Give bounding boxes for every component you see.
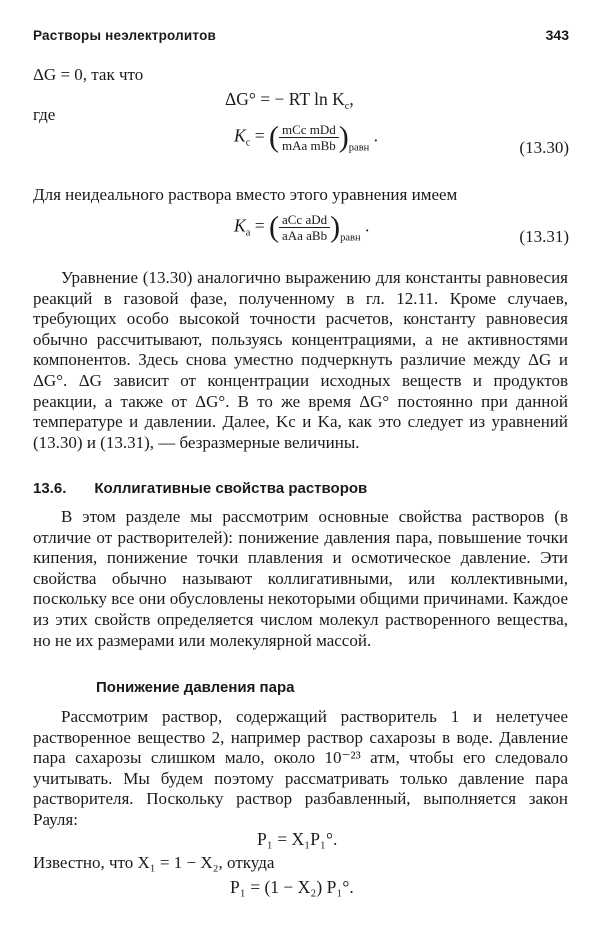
paragraph-vapor-pressure <box>33 707 568 831</box>
section-heading <box>33 480 367 497</box>
eq2-close-paren: ) <box>338 120 349 154</box>
equation-vapor-pressure: P₁ = (1 − X₂) P₁°. <box>230 877 354 897</box>
eq3-open-paren: ( <box>268 210 279 244</box>
eq1-subscript: c <box>344 101 350 112</box>
text-line-nonideal: Для неидеального раствора вместо этого уравнения имеем <box>33 185 458 204</box>
eq3-fraction <box>279 212 330 243</box>
eq2-numerator: mCc mDd <box>279 122 339 138</box>
paragraph-2-text: В этом разделе мы рассмотрим основные свойства растворов (в отличие от растворителей): понижение давления пара, повышение точки кипения, понижение точки плавления и осмотическое давление. Эти свойства обычно называют коллигативными, или коллективными, поскольку все они обусловлены некоторыми общими причинами. Каждое из этих свойств определяется числом молекул растворенного вещества, но не их размерами или молекулярной массой. <box>33 507 568 650</box>
eq3-denominator: aAa aBb <box>281 228 328 243</box>
paragraph-colligative-intro <box>33 507 568 651</box>
section-title: Коллигативные свойства растворов <box>94 480 368 497</box>
equation-13-30: $K_c$ = ( $\frac{\text{mCc mDd}}{\text{mAa mBb}}$ )$_{равн}$ . <box>234 120 379 154</box>
text-line-delta-g: ΔG = 0, так что <box>33 65 144 84</box>
equation-number-13-30: (13.30) <box>519 138 569 157</box>
eq3-equilibrium-sub: равн <box>340 232 361 244</box>
text-line-mole-fraction: Известно, что X₁ = 1 − X₂, откуда <box>33 853 275 872</box>
eq1-body: ΔG° = − RT ln K <box>225 89 345 109</box>
paragraph-3-text: Рассмотрим раствор, содержащий растворитель 1 и нелетучее растворенное вещество 2, например раствор сахарозы в воде. Давление пара сахарозы слишком мало, около 10⁻²³ атм, чтобы его следовало учитывать. Мы будем поэтому рассматривать только давление пара растворителя. Поскольку раствор разбавленный, выполняется закон Рауля: <box>33 707 568 829</box>
equation-raoult-law: P₁ = X₁P₁°. <box>257 829 338 849</box>
eq2-equilibrium-sub: равн <box>348 142 370 154</box>
paragraph-1-text: Уравнение (13.30) аналогично выражению для константы равновесия реакций в газовой фазе, полученному в гл. 12.11. Кроме случаев, требующих особо высокой точности расчетов, константу равновесия обычно рассчитывают, пользуясь концентрациями, а не активностями компонентов. Здесь снова уместно подчеркнуть различие между ΔG и ΔG°. ΔG зависит от концентрации исходных веществ и продуктов реакции, а также от ΔG°. В то же время ΔG° постоянно при данной температуре и давлении. Далее, Kc и Ka, как это следует из уравнений (13.30) и (13.31), — безразмерные величины. <box>33 268 568 452</box>
page-number: 343 <box>545 27 569 43</box>
section-number: 13.6. <box>33 480 67 497</box>
eq3-close-paren: ) <box>330 210 341 244</box>
eq2-denominator: mAa mBb <box>281 138 336 153</box>
eq3-lhs-sub: a <box>245 227 251 239</box>
equation-13-31: $K_a$ = ( $\frac{\text{aCc aDd}}{\text{aAa aBb}}$ )$_{равн}$ . <box>234 210 370 244</box>
eq1-comma: , <box>349 89 354 109</box>
eq3-numerator: aCc aDd <box>279 212 330 228</box>
text-line-where: где <box>33 105 56 124</box>
eq2-fraction <box>279 122 339 153</box>
subsection-heading: Понижение давления пара <box>96 679 295 696</box>
equation-standard-gibbs <box>225 89 354 112</box>
running-title: Растворы неэлектролитов <box>33 28 217 43</box>
equation-number-13-31: (13.31) <box>519 227 569 246</box>
eq2-lhs-sub: c <box>245 137 251 149</box>
eq3-lhs: K <box>234 215 246 236</box>
paragraph-equilibrium-constants <box>33 268 568 453</box>
eq2-lhs: K <box>234 125 246 146</box>
eq2-open-paren: ( <box>268 120 279 154</box>
